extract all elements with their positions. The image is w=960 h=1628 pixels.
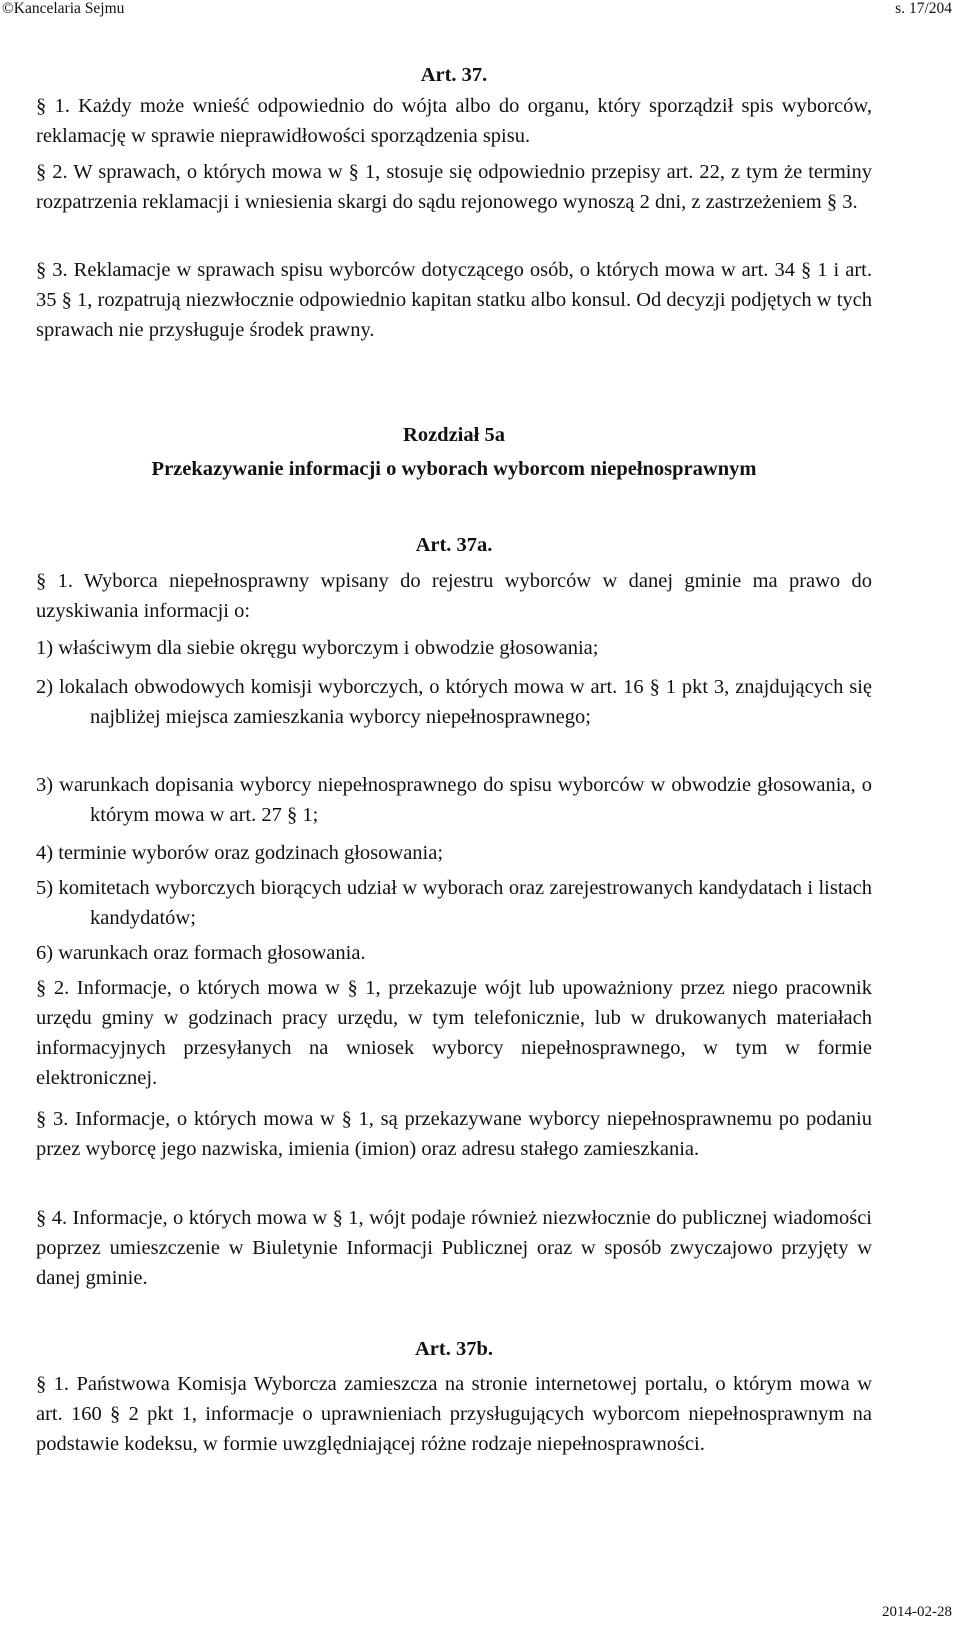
list-item: 3) warunkach dopisania wyborcy niepełnosprawnego do spisu wyborców w obwodzie głosowania, o którym mowa w art. 27 § 1;: [36, 774, 872, 826]
list-item: 6) warunkach oraz formach głosowania.: [36, 942, 366, 964]
art37-para-1: § 1. Każdy może wnieść odpowiednio do wójta albo do organu, który sporządził spis wyborców, reklamację w sprawie nieprawidłowości sporządzenia spisu.: [36, 95, 872, 147]
art37b-para-1: § 1. Państwowa Komisja Wyborcza zamieszcza na stronie internetowej portalu, o którym mowa w art. 160 § 2 pkt 1, informacje o uprawnieniach przysługujących wyborcom niepełnosprawnym na podstawie kodeksu, w formie uwzględniającej różne rodzaje niepełnosprawności.: [36, 1373, 872, 1455]
list-item: 1) właściwym dla siebie okręgu wyborczym i obwodzie głosowania;: [36, 637, 599, 659]
article-37b-title: Art. 37b.: [414, 1338, 493, 1360]
chapter-title: Przekazywanie informacji o wyborach wyborcom niepełnosprawnym: [151, 458, 757, 480]
art37a-para-1: § 1. Wyborca niepełnosprawny wpisany do rejestru wyborców w danej gminie ma prawo do uzyskiwania informacji o:: [36, 570, 872, 622]
art37a-para-2: § 2. Informacje, o których mowa w § 1, przekazuje wójt lub upoważniony przez niego pracownik urzędu gminy w godzinach pracy urzędu, w tym telefonicznie, lub w drukowanych materiałach informacyjnych przesyłanych na wniosek wyborcy niepełnosprawnego, w tym w formie elektronicznej.: [36, 977, 872, 1089]
art37-para-2: § 2. W sprawach, o których mowa w § 1, stosuje się odpowiednio przepisy art. 22, z tym że terminy rozpatrzenia reklamacji i wniesienia skargi do sądu rejonowego wynoszą 2 dni, z zastrzeżeniem § 3.: [36, 161, 872, 213]
art37-para-3: § 3. Reklamacje w sprawach spisu wyborców dotyczącego osób, o których mowa w art. 34 § 1 i art. 35 § 1, rozpatrują niezwłocznie odpowiednio kapitan statku albo konsul. Od decyzji podjętych w tych sprawach nie przysługuje środek prawny.: [36, 259, 872, 341]
page-header: [0, 0, 960, 20]
article-37a-title: Art. 37a.: [415, 534, 493, 556]
art37a-para-3: § 3. Informacje, o których mowa w § 1, są przekazywane wyborcy niepełnosprawnemu po podaniu przez wyborcę jego nazwiska, imienia (imion) oraz adresu stałego zamieszkania.: [36, 1108, 872, 1160]
list-item: 5) komitetach wyborczych biorących udział w wyborach oraz zarejestrowanych kandydatach i listach kandydatów;: [36, 877, 872, 929]
document-date: 2014-02-28: [882, 1604, 952, 1620]
art37a-para-4: § 4. Informacje, o których mowa w § 1, wójt podaje również niezwłocznie do publicznej wiadomości poprzez umieszczenie w Biuletynie Informacji Publicznej oraz w sposób zwyczajowo przyjęty w danej gminie.: [36, 1207, 872, 1289]
publisher-label: ©Kancelaria Sejmu: [2, 0, 125, 17]
chapter-number: Rozdział 5a: [403, 424, 505, 446]
list-item: 4) terminie wyborów oraz godzinach głosowania;: [36, 842, 444, 864]
list-item: 2) lokalach obwodowych komisji wyborczych, o których mowa w art. 16 § 1 pkt 3, znajdujących się najbliżej miejsca zamieszkania wyborcy niepełnosprawnego;: [36, 676, 872, 728]
page-number: s. 17/204: [895, 0, 952, 17]
article-37-title: Art. 37.: [420, 64, 488, 86]
